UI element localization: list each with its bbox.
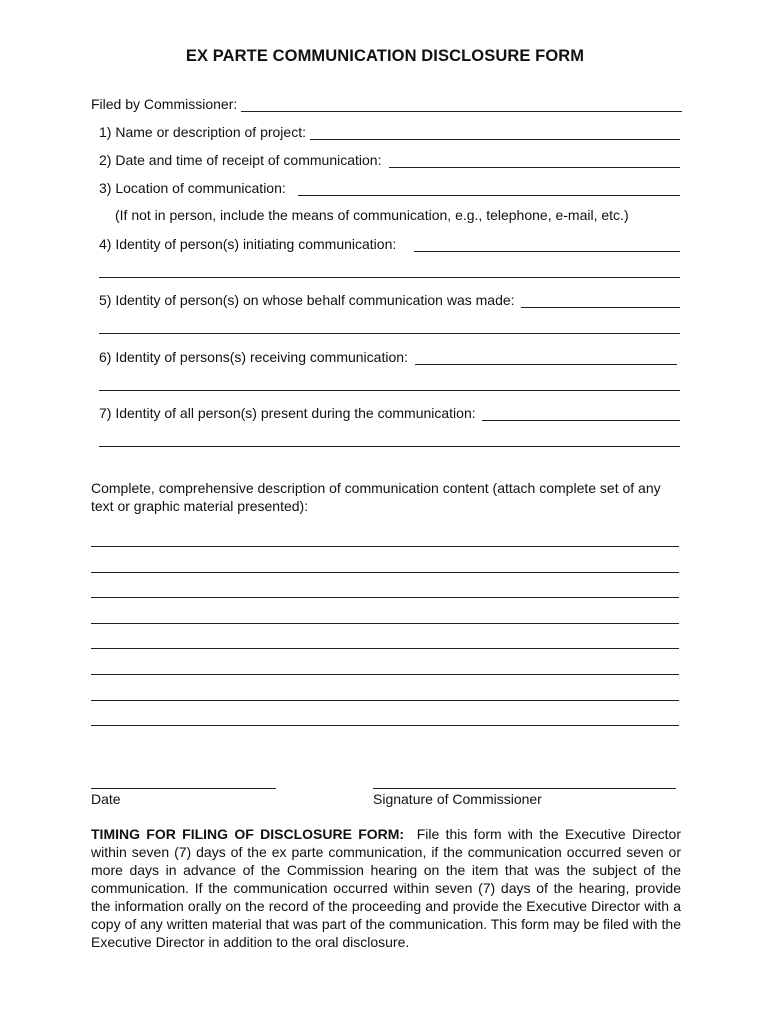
description-line[interactable] bbox=[91, 623, 679, 624]
receiver-field-continued[interactable] bbox=[99, 390, 680, 391]
behalf-label: 5) Identity of person(s) on whose behalf communication was made: bbox=[99, 292, 515, 308]
initiator-field[interactable] bbox=[414, 237, 680, 252]
date-time-label: 2) Date and time of receipt of communication: bbox=[99, 152, 382, 168]
receiver-label: 6) Identity of persons(s) receiving communication: bbox=[99, 349, 408, 365]
filed-by-row bbox=[91, 94, 682, 112]
present-row bbox=[99, 403, 680, 421]
date-time-field[interactable] bbox=[389, 153, 680, 168]
filed-by-field[interactable] bbox=[241, 97, 682, 112]
present-label: 7) Identity of all person(s) present during the communication: bbox=[99, 405, 476, 421]
present-field[interactable] bbox=[482, 406, 680, 421]
behalf-field-continued[interactable] bbox=[99, 333, 680, 334]
receiver-row bbox=[99, 347, 677, 365]
description-line[interactable] bbox=[91, 546, 679, 547]
project-label: 1) Name or description of project: bbox=[99, 124, 306, 140]
description-line[interactable] bbox=[91, 674, 679, 675]
date-field[interactable] bbox=[91, 788, 276, 789]
description-line[interactable] bbox=[91, 597, 679, 598]
location-note: (If not in person, include the means of communication, e.g., telephone, e-mail, etc.) bbox=[115, 207, 629, 223]
present-field-continued[interactable] bbox=[99, 446, 680, 447]
initiator-field-continued[interactable] bbox=[99, 277, 680, 278]
location-field[interactable] bbox=[298, 181, 680, 196]
description-line[interactable] bbox=[91, 700, 679, 701]
behalf-field[interactable] bbox=[521, 293, 680, 308]
initiator-row bbox=[99, 234, 680, 252]
receiver-field[interactable] bbox=[415, 350, 677, 365]
timing-text: File this form with the Executive Director within seven (7) days of the ex parte communication, if the communication occurred seven or more days in advance of the Commission hearing on the item that was the subject of the communication. If the communication occurred within seven (7) days of the hearing, provide the information orally on the record of the proceeding and provide the Executive Director with a copy of any written material that was part of the communication. This form may be filed with the Executive Director in addition to the oral disclosure. bbox=[91, 826, 681, 950]
description-line[interactable] bbox=[91, 725, 679, 726]
form-title: EX PARTE COMMUNICATION DISCLOSURE FORM bbox=[185, 47, 585, 65]
date-label: Date bbox=[91, 791, 121, 807]
signature-field[interactable] bbox=[373, 788, 676, 789]
location-label: 3) Location of communication: bbox=[99, 180, 286, 196]
project-row bbox=[99, 122, 680, 140]
description-line[interactable] bbox=[91, 572, 679, 573]
project-field[interactable] bbox=[310, 125, 680, 140]
filed-by-label: Filed by Commissioner: bbox=[91, 96, 238, 112]
initiator-label: 4) Identity of person(s) initiating communication: bbox=[99, 236, 397, 252]
timing-heading: TIMING FOR FILING OF DISCLOSURE FORM: bbox=[91, 826, 405, 842]
timing-paragraph bbox=[91, 825, 681, 951]
date-time-row bbox=[99, 150, 680, 168]
description-line[interactable] bbox=[91, 648, 679, 649]
signature-label: Signature of Commissioner bbox=[373, 791, 542, 807]
description-prompt: Complete, comprehensive description of communication content (attach complete set of any text or graphic material presented): bbox=[91, 480, 661, 514]
location-row bbox=[99, 178, 680, 196]
behalf-row bbox=[99, 290, 680, 308]
